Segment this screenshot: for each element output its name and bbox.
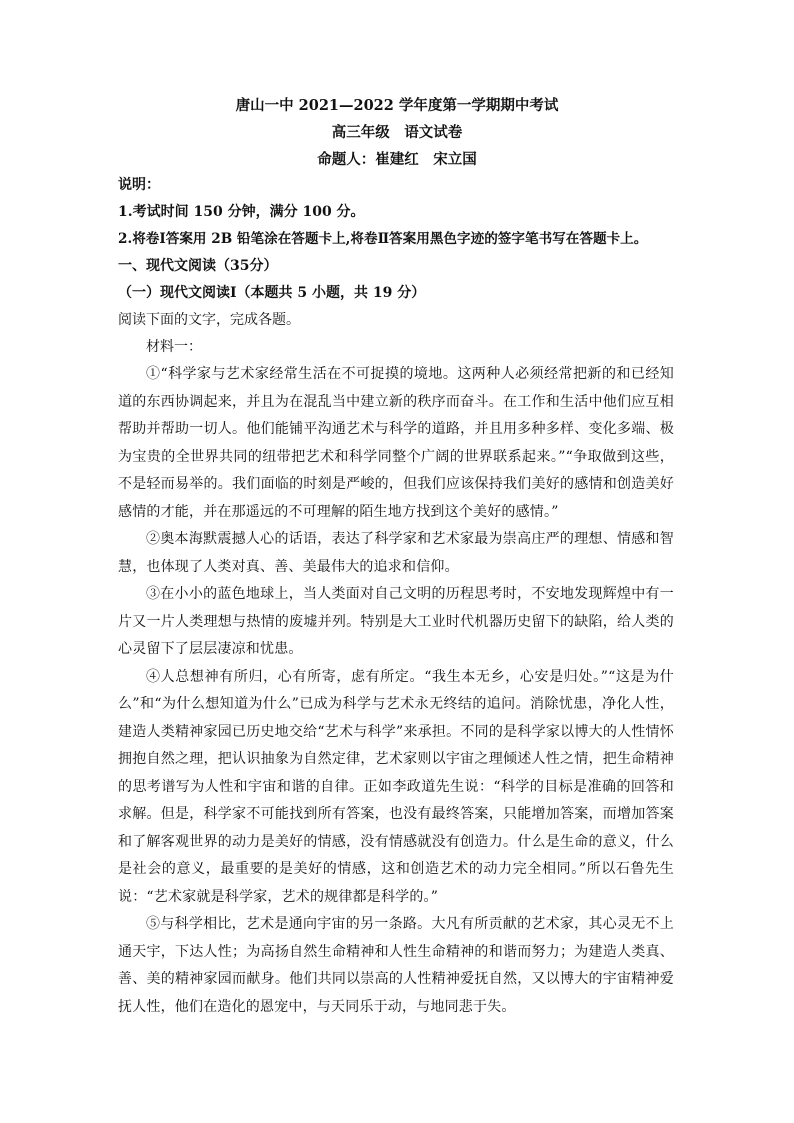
instruction-item-2: 2.将卷Ⅰ答案用 2B 铅笔涂在答题卡上,将卷Ⅱ答案用黑色字迹的签字笔书写在答题卡上。: [118, 231, 648, 247]
authors-line: 命题人：崔建红 宋立国: [317, 151, 477, 168]
instruction-item-1: 1.考试时间 150 分钟，满分 100 分。: [118, 204, 365, 220]
exam-title: 唐山一中 2021—2022 学年度第一学期期中考试: [235, 97, 559, 114]
paragraph-4: ④人总想神有所归，心有所寄，虑有所定。“我生本无乡，心安是归处。”“这是为什么”和“为什么想知道为什么”已成为科学与艺术永无终结的追问。消除忧患，净化人性，建造人类精神家园已历史地交给“艺术与科学”来承担。不同的是科学家以博大的人性情怀拥抱自然之理，把认识抽象为自然定律，艺术家则以宇宙之理倾述人性之情，把生命精神的思考谱写为人性和宇宙和谐的自律。正如李政道先生说：“科学的目标是准确的回答和求解。但是，科学家不可能找到所有答案，也没有最终答案，只能增加答案，而增加答案和了解客观世界的动力是美好的情感，没有情感就没有创造力。什么是生命的意义，什么是社会的意义，最重要的是美好的情感，这和创造艺术的动力完全相同。”所以石鲁先生说：“艺术家就是科学家，艺术的规律都是科学的。”: [118, 668, 674, 905]
subsection-heading: （一）现代文阅读Ⅰ（本题共 5 小题，共 19 分）: [118, 285, 426, 301]
reading-intro: 阅读下面的文字，完成各题。: [118, 312, 300, 328]
paragraph-2: ②奥本海默震撼人心的话语，表达了科学家和艺术家最为崇高庄严的理想、情感和智慧，也体现了人类对真、善、美最伟大的追求和信仰。: [118, 531, 674, 575]
paragraph-5: ⑤与科学相比，艺术是通向宇宙的另一条路。大凡有所贡献的艺术家，其心灵无不上通天宇，下达人性；为高扬自然生命精神和人性生命精神的和谐而努力；为建造人类真、善、美的精神家园而献身。他们共同以崇高的人性精神爱抚自然，又以博大的宇宙精神爱抚人性，他们在造化的恩宠中，与天同乐于动，与地同悲于失。: [118, 916, 674, 1015]
exam-content: [118, 172, 674, 1021]
paragraph-3: ③在小小的蓝色地球上，当人类面对自己文明的历程思考时，不安地发现辉煌中有一片又一片人类理想与热情的废墟并列。特别是大工业时代机器历史留下的缺陷，给人类的心灵留下了层层凄凉和忧患。: [118, 586, 674, 657]
material-label: 材料一：: [146, 339, 202, 355]
exam-header: [0, 92, 794, 173]
paragraph-1: ①“科学家与艺术家经常生活在不可捉摸的境地。这两种人必须经常把新的和已经知道的东西协调起来，并且为在混乱当中建立新的秩序而奋斗。在工作和生活中他们应互相帮助并帮助一切人。他们能铺平沟通艺术与科学的道路，并且用多种多样、变化多端、极为宝贵的全世界共同的纽带把艺术和科学同整个广阔的世界联系起来。”“争取做到这些，不是轻而易举的。我们面临的时刻是严峻的，但我们应该保持我们美好的感情和创造美好感情的才能，并在那遥远的不可理解的陌生地方找到这个美好的感情。”: [118, 366, 674, 520]
instructions-heading: 说明：: [118, 177, 160, 193]
section-heading: 一、现代文阅读（35分）: [118, 258, 278, 274]
grade-subject-title: 高三年级 语文试卷: [331, 124, 463, 141]
